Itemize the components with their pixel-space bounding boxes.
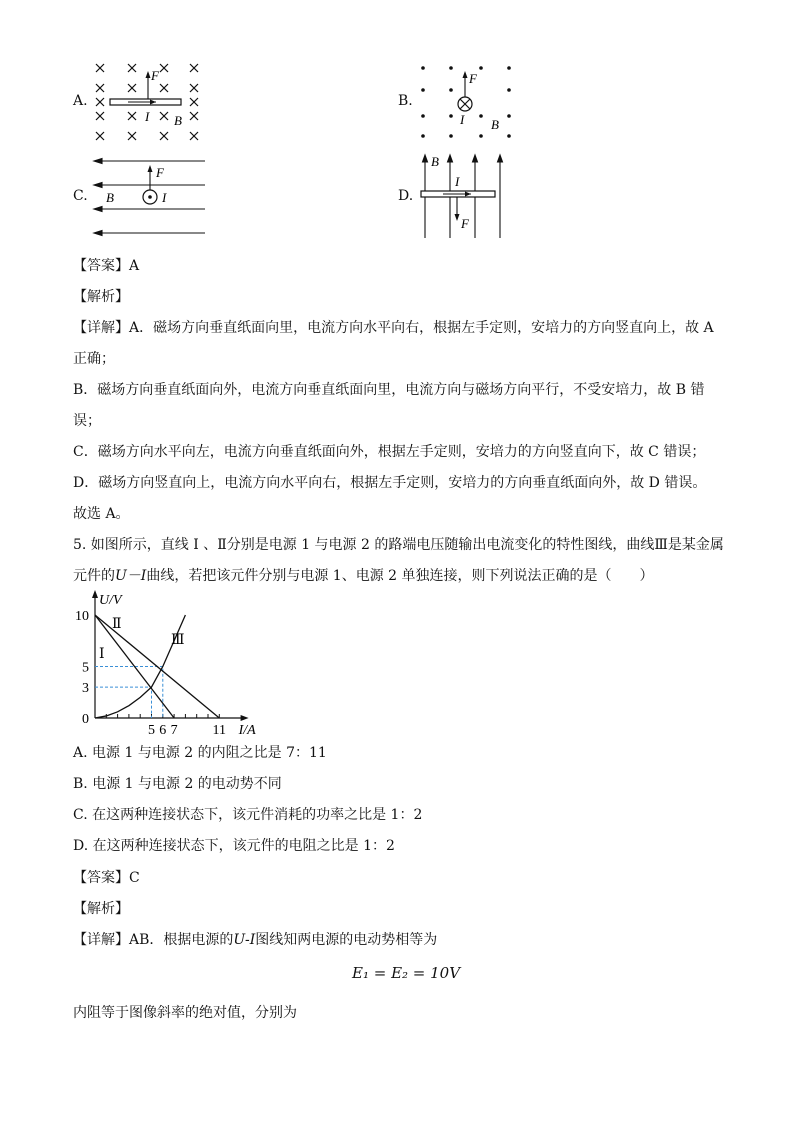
x-axis-label: I/A	[238, 723, 256, 738]
q5-stem-2a: 元件的	[73, 568, 115, 584]
option-c-f: F	[156, 165, 164, 180]
figure-option-b	[415, 58, 525, 148]
option-a-label: A.	[73, 93, 88, 109]
q5-option-b: B. 电源 1 与电源 2 的电动势不同	[73, 776, 282, 792]
y-tick-label: 3	[82, 681, 89, 697]
figure-option-a	[90, 58, 210, 148]
option-a-f: F	[151, 68, 159, 83]
q4-detail-1b: 正确；	[73, 351, 115, 367]
option-b-b: B	[491, 117, 499, 132]
q5-stem-2c: 曲线，若把该元件分别与电源 1、电源 2 单独连接，则下列说法正确的是（ ）	[146, 568, 654, 584]
q5-formula: E₁ = E₂ = 10V	[352, 964, 461, 982]
q5-detail-b: U-I	[233, 932, 256, 948]
dashed-guide	[95, 667, 163, 719]
y-tick-label: 10	[75, 609, 89, 624]
option-a-b: B	[174, 113, 182, 128]
q4-analysis-heading: 【解析】	[73, 289, 129, 305]
q4-choose: 故选 A。	[73, 506, 130, 522]
q5-stem-line-2	[73, 566, 654, 586]
option-b-f: F	[469, 71, 477, 86]
q4-detail-1: 【详解】A．磁场方向垂直纸面向里，电流方向水平向右，根据左手定则，安培力的方向竖直向上，故 A	[73, 320, 714, 336]
q5-detail-a: 【详解】AB．根据电源的	[73, 932, 234, 948]
q5-option-a: A. 电源 1 与电源 2 的内阻之比是 7：11	[73, 745, 327, 761]
q5-analysis-heading: 【解析】	[73, 901, 129, 917]
q5-stem-line-1: 5. 如图所示，直线 Ⅰ 、Ⅱ分别是电源 1 与电源 2 的路端电压随输出电流变化的特性图线，曲线Ⅲ是某金属	[73, 537, 724, 553]
option-d-label: D.	[398, 188, 414, 204]
option-d-b: B	[431, 154, 439, 169]
series-label-2: Ⅱ	[112, 617, 122, 632]
q5-last-line: 内阻等于图像斜率的绝对值，分别为	[73, 1005, 297, 1021]
q5-option-c: C. 在这两种连接状态下，该元件消耗的功率之比是 1：2	[73, 807, 423, 823]
series-label-3: Ⅲ	[171, 633, 185, 648]
q5-answer: 【答案】C	[73, 870, 140, 886]
y-tick-label: 5	[82, 660, 89, 676]
option-c-label: C.	[73, 188, 88, 204]
y-axis-label: U/V	[99, 593, 122, 608]
q4-detail-2b: 误；	[73, 413, 101, 429]
option-c-b: B	[106, 190, 114, 205]
series-label-1: Ⅰ	[99, 647, 105, 662]
ui-chart	[70, 588, 270, 738]
q4-answer: 【答案】A	[73, 258, 140, 274]
y-tick-label: 0	[82, 712, 89, 727]
x-tick-label: 7	[170, 723, 178, 738]
option-d-i: I	[455, 174, 460, 189]
option-d-f: F	[461, 216, 469, 231]
q5-detail-line	[73, 930, 437, 950]
q5-option-d: D. 在这两种连接状态下，该元件的电阻之比是 1：2	[73, 838, 395, 854]
x-tick-label: 11	[212, 723, 227, 738]
x-axis-arrow	[241, 715, 249, 721]
x-tick-label: 6	[159, 723, 167, 738]
q4-detail-4: D．磁场方向竖直向上，电流方向水平向右，根据左手定则，安培力的方向垂直纸面向外，故 D 错误。	[73, 475, 707, 491]
option-b-i: I	[460, 112, 465, 127]
option-b-label: B.	[398, 93, 413, 109]
q4-detail-2: B．磁场方向垂直纸面向外，电流方向垂直纸面向里，电流方向与磁场方向平行，不受安培力，故 B 错	[73, 382, 705, 398]
figure-option-d	[415, 150, 525, 240]
figure-option-c	[90, 152, 210, 242]
option-a-i: I	[145, 109, 150, 124]
q4-detail-3: C．磁场方向水平向左，电流方向垂直纸面向外，根据左手定则，安培力的方向竖直向下，故 C 错误；	[73, 444, 706, 460]
x-tick-label: 5	[148, 723, 155, 738]
option-c-i: I	[162, 190, 167, 205]
q5-stem-2b: U－I	[115, 568, 147, 584]
dashed-guide	[95, 687, 152, 718]
q5-detail-c: 图线知两电源的电动势相等为	[255, 932, 438, 948]
y-axis-arrow	[92, 590, 98, 598]
